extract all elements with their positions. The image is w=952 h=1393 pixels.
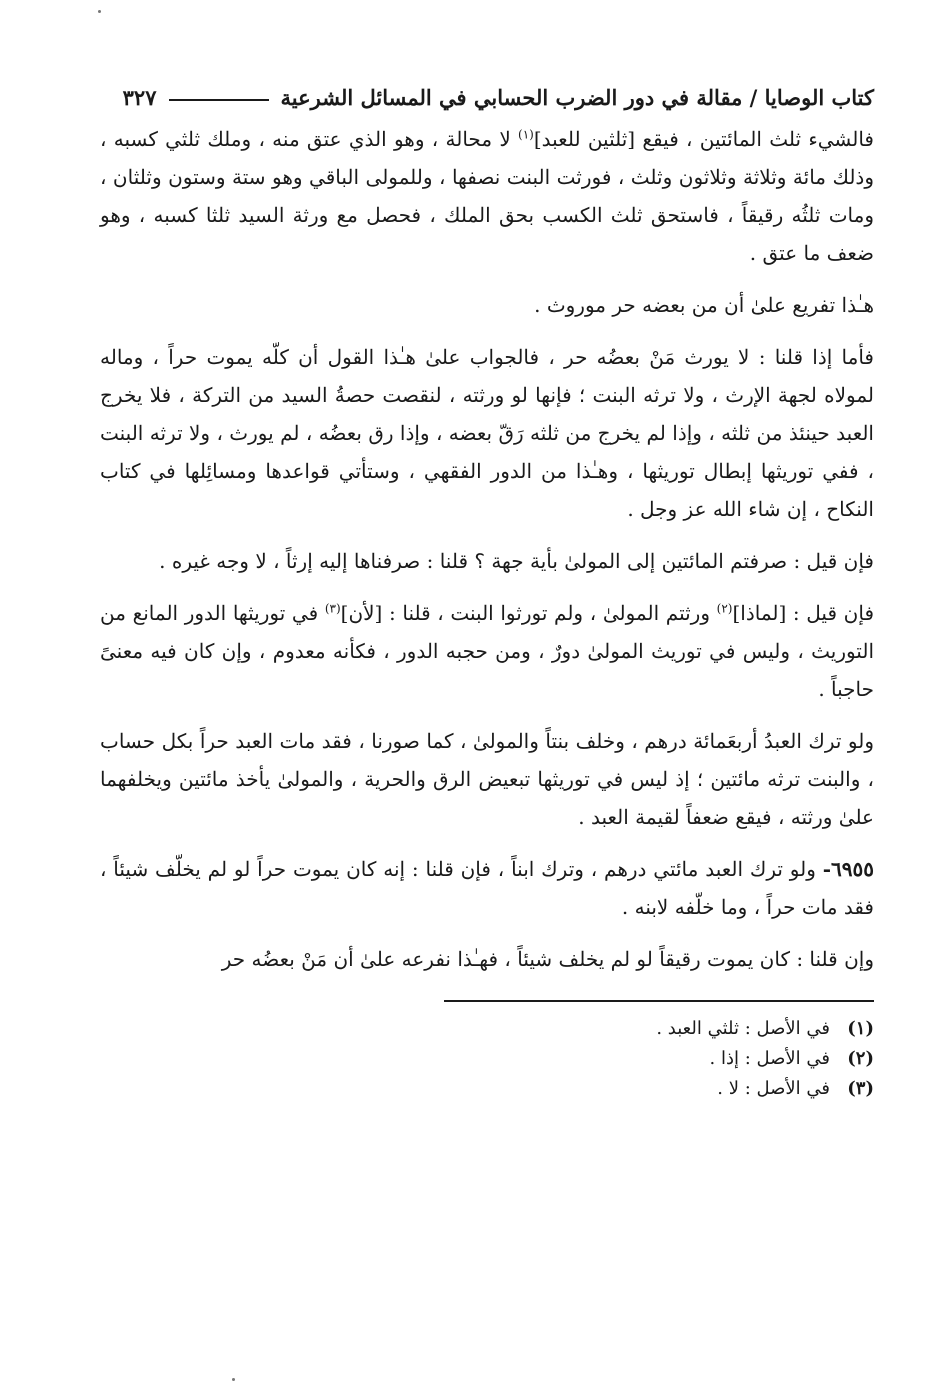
paragraph-text: هـٰذا تفريع علىٰ أن من بعضه حر موروث . [534,293,874,317]
footnote-text: في الأصل : ثلثي العبد . [656,1018,830,1039]
paragraph-text: وإن قلنا : كان يموت رقيقاً لو لم يخلف شيئاً ، فهـٰذا نفرعه علىٰ أن مَنْ بعضُه حر [221,947,874,971]
footnote-number: (١) [847,1018,874,1039]
paragraph-text: فأما إذا قلنا : لا يورث مَنْ بعضُه حر ، فالجواب علىٰ هـٰذا القول أن كلّه يموت حراً ، وماله لمولاه لجهة الإرث ، ولا ترثه البنت ؛ فإنها لو ورثته ، لنقصت حصةُ السيد من التركة ، فلا يخرج العبد حينئذ من ثلثه ، وإذا لم يخرج من ثلثه رَقّ بعضه ، وإذا رق بعضُه ، لم يورث ، ولا ترثه البنت ، ففي توريثها إبطال توريثها ، وهـٰذا من الدور الفقهي ، وستأتي قواعدها ومسائِلها في كتاب النكاح ، إن شاء الله عز وجل . [100,345,874,521]
footnote-ref-3: (٣) [324,601,341,616]
paragraph-text: فإن قيل : صرفتم المائتين إلى المولىٰ بأية جهة ؟ قلنا : صرفناها إليه إرثاً ، لا وجه غيره . [159,549,874,573]
paragraph-text: في توريثها الدور المانع من التوريث ، وليس في توريث المولىٰ دورٌ ، ومن حجبه الدور ، فكأنه معدوم ، وإن كان فيه معنىً حاجباً . [100,601,874,701]
running-header [100,78,874,116]
footnote-number: (٣) [847,1078,874,1099]
footnote-3 [100,1074,874,1104]
footnote-2 [100,1044,874,1074]
paragraph-1 [100,120,874,272]
paragraph-7 [100,850,874,926]
page-body [100,120,874,978]
section-number: ٦٩٥٥- [822,857,874,881]
paragraph-5 [100,594,874,708]
footnote-1 [100,1014,874,1044]
paragraph-text: فالشيء ثلث المائتين ، فيقع [ثلثين للعبد] [533,127,874,151]
paragraph-text: لا محالة ، وهو الذي عتق منه ، وملك ثلثي كسبه ، وذلك مائة وثلاثة وثلاثون وثلث ، فورثت البنت نصفها ، وللمولى الباقي وهو ستة وستون وثلثان ، ومات ثلثُه رقيقاً ، فاستحق ثلث الكسب بحق الملك ، فحصل مع ورثة السيد ثلثا كسبه ، وهو ضعف ما عتق . [100,127,875,265]
page-number: ٣٢٧ [122,84,157,110]
header-rule [169,99,269,101]
footnote-separator [444,1000,874,1002]
book-page [100,78,874,1378]
paragraph-text: ولو ترك العبد مائتي درهم ، وترك ابناً ، فإن قلنا : إنه كان يموت حراً لو لم يخلّف شيئاً ، فقد مات حراً ، وما خلّفه لابنه . [100,857,874,919]
paragraph-text: ورثتم المولىٰ ، ولم تورثوا البنت ، قلنا : [لأن] [340,601,717,625]
paragraph-4 [100,542,874,580]
header-title: كتاب الوصايا / مقالة في دور الضرب الحسابي في المسائل الشرعية [280,84,874,110]
footnote-ref-1: (١) [518,127,534,142]
paragraph-6 [100,722,874,836]
footnote-number: (٢) [847,1048,874,1069]
footnote-text: في الأصل : إذا . [709,1048,830,1069]
paragraph-text: فإن قيل : [لماذا] [732,601,874,625]
paragraph-3 [100,338,874,528]
scan-speck [232,1378,235,1381]
paragraph-2 [100,286,874,324]
scan-speck [98,10,101,13]
paragraph-text: ولو ترك العبدُ أربعَمائة درهم ، وخلف بنتاً والمولىٰ ، كما صورنا ، فقد مات العبد حراً بكل حساب ، والبنت ترثه مائتين ؛ إذ ليس في توريثها تبعيض الرق والحرية ، والمولىٰ يأخذ مائتين ويخلفهما علىٰ ورثته ، فيقع ضعفاً لقيمة العبد . [100,729,874,829]
footnotes [100,1014,874,1104]
paragraph-8 [100,940,874,978]
footnote-ref-2: (٢) [716,601,733,616]
footnote-text: في الأصل : لا . [717,1078,830,1099]
